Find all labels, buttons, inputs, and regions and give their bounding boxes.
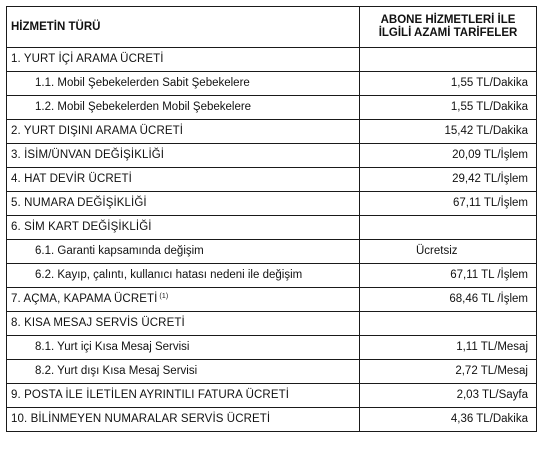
max-tariff-header-line1: ABONE HİZMETLERİ İLE: [380, 14, 516, 27]
service-cell: 2. YURT DIŞINI ARAMA ÜCRETİ: [7, 120, 360, 144]
max-tariff-header-line2: İLGİLİ AZAMİ TARİFELER: [378, 27, 518, 39]
table-row: [7, 360, 537, 384]
price-cell: 1,55 TL/Dakika: [360, 96, 537, 120]
service-cell: 8.1. Yurt içi Kısa Mesaj Servisi: [7, 336, 360, 360]
table-row: [7, 312, 537, 336]
service-cell: 6. SİM KART DEĞİŞİKLİĞİ: [7, 216, 360, 240]
service-cell: 4. HAT DEVİR ÜCRETİ: [7, 168, 360, 192]
service-cell: 1. YURT İÇİ ARAMA ÜCRETİ: [7, 48, 360, 72]
table-row: [7, 216, 537, 240]
header-row: [7, 7, 537, 48]
table-row: [7, 264, 537, 288]
table-row: [7, 168, 537, 192]
price-cell: Ücretsiz: [360, 240, 537, 264]
table-row: [7, 192, 537, 216]
price-cell: [360, 48, 537, 72]
service-cell: 10. BİLİNMEYEN NUMARALAR SERVİS ÜCRETİ: [7, 408, 360, 432]
table-row: [7, 120, 537, 144]
table-row: [7, 336, 537, 360]
service-cell: 1.1. Mobil Şebekelerden Sabit Şebekelere: [7, 72, 360, 96]
table-body: [7, 48, 537, 432]
price-cell: [360, 312, 537, 336]
tariff-table: [6, 6, 537, 432]
table-row: [7, 240, 537, 264]
price-cell: 4,36 TL/Dakika: [360, 408, 537, 432]
price-cell: 68,46 TL /İşlem: [360, 288, 537, 312]
service-type-header: HİZMETİN TÜRÜ: [7, 7, 360, 48]
service-cell: 6.1. Garanti kapsamında değişim: [7, 240, 360, 264]
service-cell: 9. POSTA İLE İLETİLEN AYRINTILI FATURA ÜCRETİ: [7, 384, 360, 408]
table-row: [7, 48, 537, 72]
price-cell: 1,11 TL/Mesaj: [360, 336, 537, 360]
price-cell: 67,11 TL/İşlem: [360, 192, 537, 216]
service-text: 7. AÇMA, KAPAMA ÜCRETİ: [11, 293, 158, 306]
table-header: [7, 7, 537, 48]
price-cell: 1,55 TL/Dakika: [360, 72, 537, 96]
service-cell: 8.2. Yurt dışı Kısa Mesaj Servisi: [7, 360, 360, 384]
service-cell: 8. KISA MESAJ SERVİS ÜCRETİ: [7, 312, 360, 336]
price-cell: 2,03 TL/Sayfa: [360, 384, 537, 408]
service-cell: 1.2. Mobil Şebekelerden Mobil Şebekelere: [7, 96, 360, 120]
max-tariff-header: [360, 7, 537, 48]
service-cell: [7, 288, 360, 312]
price-cell: 2,72 TL/Mesaj: [360, 360, 537, 384]
table-row: [7, 72, 537, 96]
table-row: [7, 408, 537, 432]
service-cell: 6.2. Kayıp, çalıntı, kullanıcı hatası nedeni ile değişim: [7, 264, 360, 288]
table-row: [7, 96, 537, 120]
price-cell: 20,09 TL/İşlem: [360, 144, 537, 168]
price-cell: [360, 216, 537, 240]
table-row: [7, 384, 537, 408]
table-row: [7, 288, 537, 312]
price-cell: 67,11 TL /İşlem: [360, 264, 537, 288]
table-row: [7, 144, 537, 168]
price-cell: 15,42 TL/Dakika: [360, 120, 537, 144]
footnote-marker: (1): [159, 292, 169, 300]
price-cell: 29,42 TL/İşlem: [360, 168, 537, 192]
service-cell: 3. İSİM/ÜNVAN DEĞİŞİKLİĞİ: [7, 144, 360, 168]
service-cell: 5. NUMARA DEĞİŞİKLİĞİ: [7, 192, 360, 216]
